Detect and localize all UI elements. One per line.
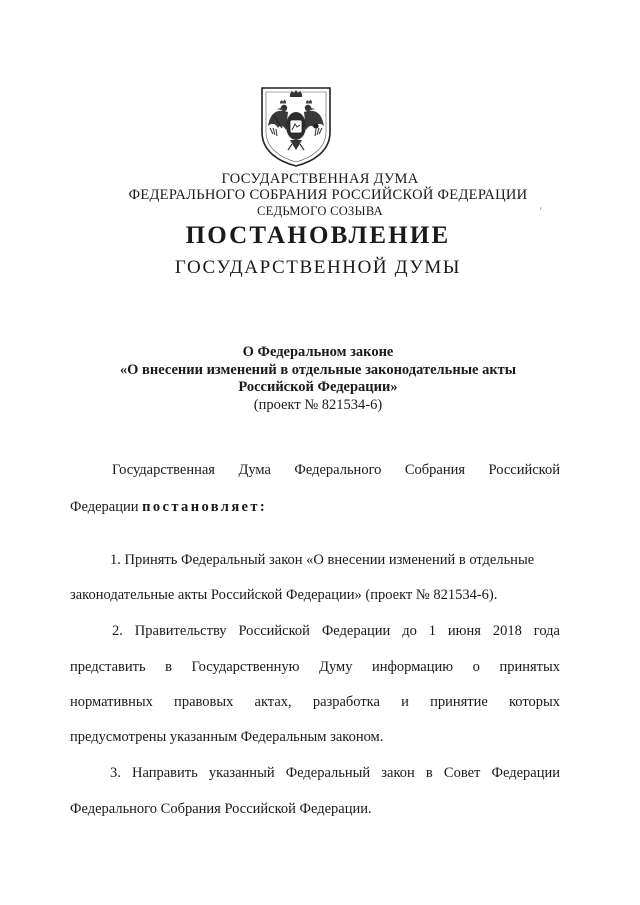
subject-line-1: О Федеральном законе [242,344,394,360]
item-1-line-1: 1. Принять Федеральный закон «О внесении изменений в отдельные [110,552,535,568]
russian-coat-of-arms-icon [258,86,334,168]
item-2-line-1: 2. Правительству Российской Федерации до 1 июня 2018 года [112,623,560,639]
preamble-line-2 [70,498,560,516]
document-issuer-title: ГОСУДАРСТВЕННОЙ ДУМЫ [174,257,462,278]
item-3-line-2: Федерального Собрания Российской Федерации. [70,801,372,817]
item-1-line-2: законодательные акты Российской Федерации» (проект № 821534-6). [70,587,498,603]
subject-line-2: «О внесении изменений в отдельные законодательные акты [119,362,517,378]
preamble-text: Федерации [70,499,143,515]
subject-line-4: (проект № 821534-6) [253,397,383,413]
preamble-line-1: Государственная Дума Федерального Собрания Российской [112,462,560,478]
margin-mark: ' [540,206,542,216]
subject-line-3: Российской Федерации» [238,379,398,395]
item-3-line-1: 3. Направить указанный Федеральный закон в Совет Федерации [110,765,560,781]
item-2-line-3: нормативных правовых актах, разработка и принятие которых [70,694,560,710]
item-2-line-2: представить в Государственную Думу информацию о принятых [70,659,560,675]
issuer-line-1: ГОСУДАРСТВЕННАЯ ДУМА [221,171,419,187]
issuer-line-3: СЕДЬМОГО СОЗЫВА [257,204,383,218]
issuer-line-2: ФЕДЕРАЛЬНОГО СОБРАНИЯ РОССИЙСКОЙ ФЕДЕРАЦИИ [128,187,528,203]
document-type-title: ПОСТАНОВЛЕНИЕ [185,222,451,249]
decree-verb: постановляет: [142,499,268,515]
item-2-line-4: предусмотрены указанным Федеральным законом. [70,729,384,745]
